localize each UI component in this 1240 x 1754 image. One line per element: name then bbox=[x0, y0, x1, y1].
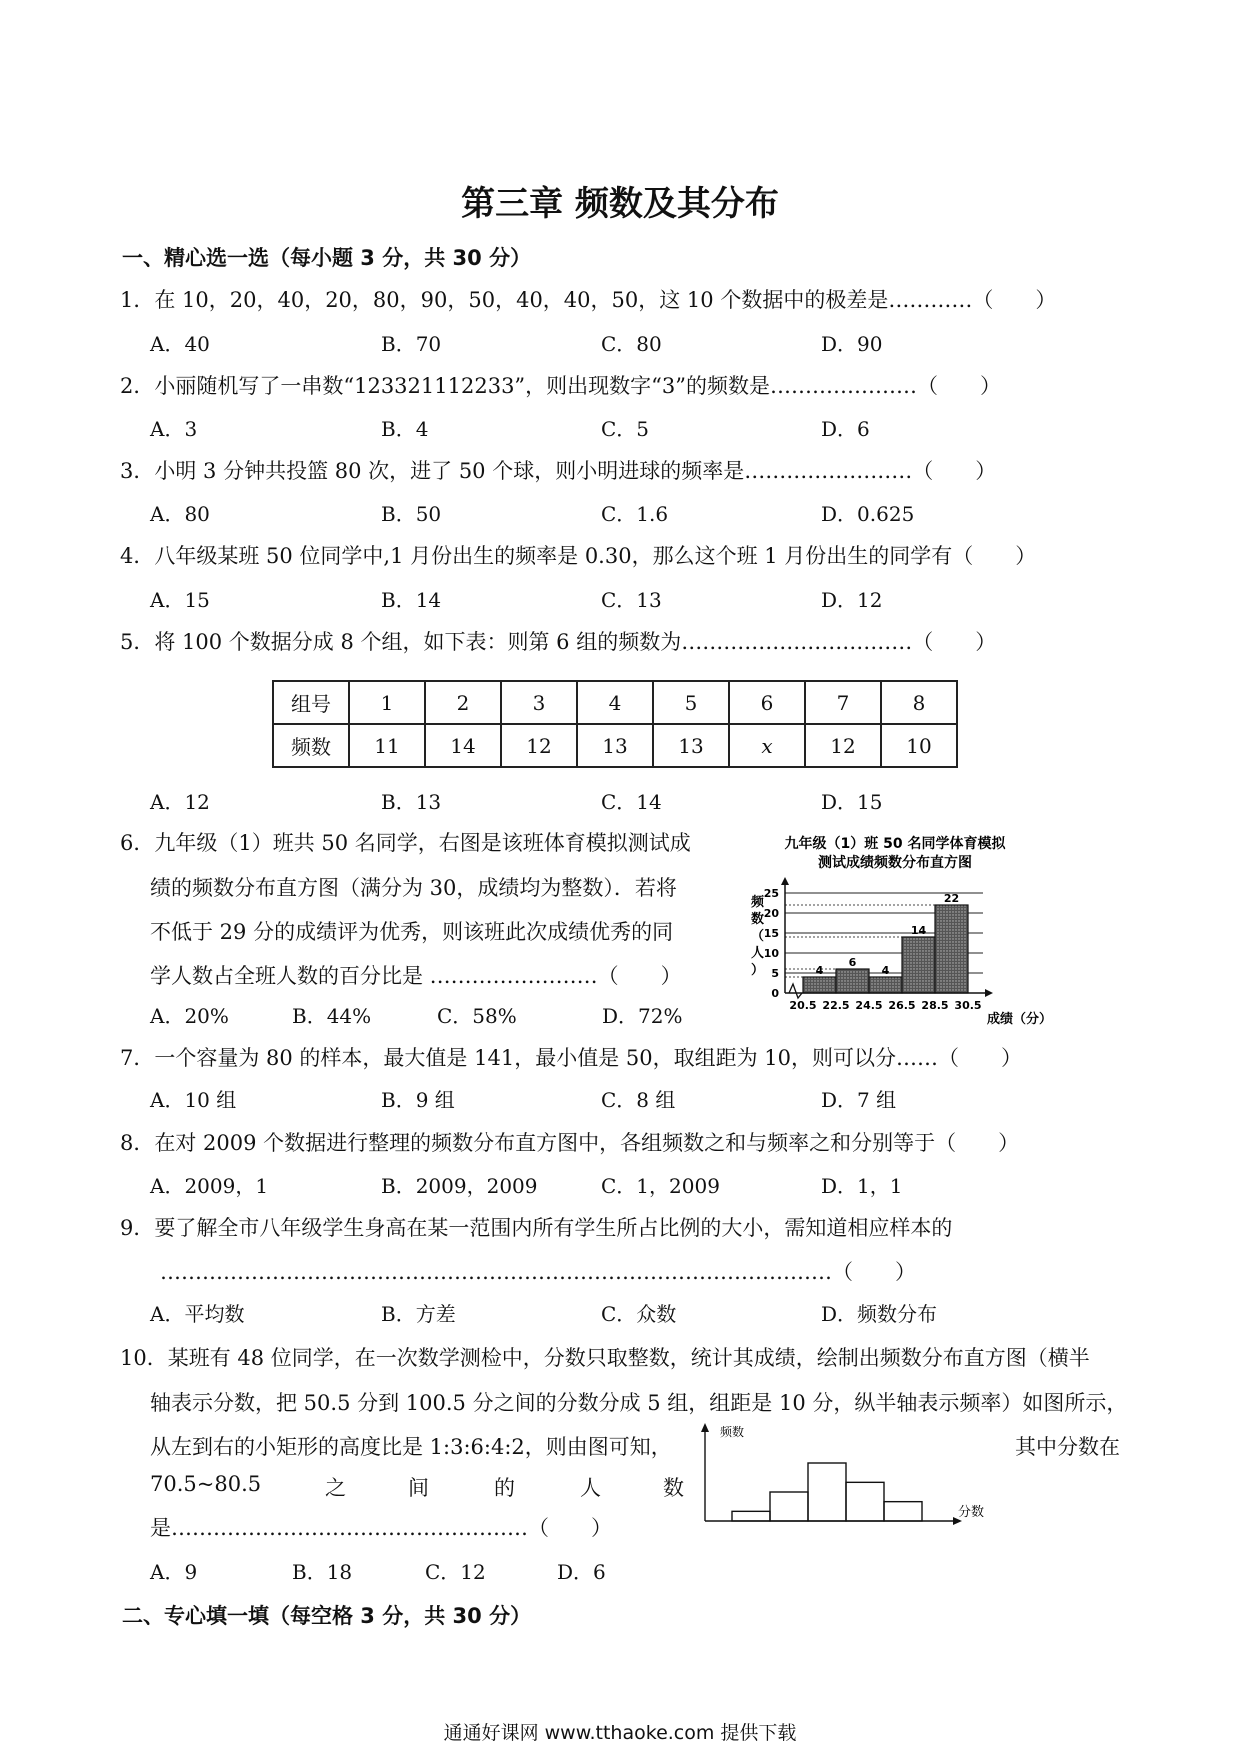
question-1: 1．在 10，20，40，20，80，90，50，40，40，50，这 10 个数据中的极差是…………（ ） bbox=[120, 288, 1057, 312]
question-2: 2．小丽随机写了一串数“123321112233”，则出现数字“3”的频数是…………………（ ） bbox=[120, 374, 1001, 398]
y-axis-arrow bbox=[781, 877, 789, 885]
chart2-xlabel: 分数 bbox=[958, 1505, 985, 1520]
q1-option-a: A．40 bbox=[150, 332, 210, 356]
q6-option-d: D．72% bbox=[602, 1004, 683, 1028]
question-4: 4．八年级某班 50 位同学中,1 月份出生的频率是 0.30，那么这个班 1 月份出生的同学有（ ） bbox=[120, 544, 1037, 568]
q2-option-c: C．5 bbox=[601, 417, 650, 441]
q7-option-b: B．9 组 bbox=[381, 1088, 455, 1112]
question-10-line-3-tail: 其中分数在 bbox=[1015, 1435, 1120, 1459]
q5-option-c: C．14 bbox=[601, 790, 662, 814]
question-10-word: 间 bbox=[408, 1476, 429, 1500]
q7-option-d: D．7 组 bbox=[821, 1088, 897, 1112]
question-9-dots: ……………………………………………………………………………………（ ） bbox=[160, 1260, 916, 1284]
q2-option-a: A．3 bbox=[150, 417, 198, 441]
y-axis-arrow bbox=[701, 1423, 709, 1432]
question-8: 8．在对 2009 个数据进行整理的频数分布直方图中，各组频数之和与频率之和分别等于（ ） bbox=[120, 1131, 1020, 1155]
q4-option-c: C．13 bbox=[601, 588, 662, 612]
x-tick-label: 28.5 bbox=[921, 999, 949, 1012]
table-cell: 8 bbox=[881, 681, 957, 724]
q5-option-b: B．13 bbox=[381, 790, 442, 814]
q3-option-c: C．1.6 bbox=[601, 502, 669, 526]
question-10-line-3: 从左到右的小矩形的高度比是 1:3:6:4:2，则由图可知， bbox=[150, 1435, 672, 1459]
table-cell: 4 bbox=[577, 681, 653, 724]
question-10-word: 的 bbox=[494, 1476, 515, 1500]
question-6-line-1: 6．九年级（1）班共 50 名同学，右图是该班体育模拟测试成 bbox=[120, 831, 691, 855]
chart1-xlabel: 成绩（分） bbox=[987, 1012, 1053, 1027]
y-tick-label: 25 bbox=[763, 887, 779, 900]
q1-option-c: C．80 bbox=[601, 332, 662, 356]
footer-credit: 通通好课网 www.tthaoke.com 提供下载 bbox=[443, 1722, 797, 1744]
histogram-bar bbox=[836, 969, 869, 993]
q3-option-d: D．0.625 bbox=[821, 502, 915, 526]
bar-data-label: 14 bbox=[910, 924, 927, 937]
question-3: 3．小明 3 分钟共投篮 80 次，进了 50 个球，则小明进球的频率是……………………（ ） bbox=[120, 459, 997, 483]
table-row-header: 频数 bbox=[273, 724, 349, 767]
q8-option-a: A．2009，1 bbox=[150, 1174, 269, 1198]
question-10-word: 数 bbox=[663, 1476, 684, 1500]
q3-option-b: B．50 bbox=[381, 502, 442, 526]
table-cell: 13 bbox=[653, 724, 729, 767]
x-tick-label: 24.5 bbox=[855, 999, 883, 1012]
q2-option-d: D．6 bbox=[821, 417, 870, 441]
table-cell: 1 bbox=[349, 681, 425, 724]
y-tick-label: 20 bbox=[763, 907, 779, 920]
table-cell: 12 bbox=[501, 724, 577, 767]
q6-option-a: A．20% bbox=[150, 1004, 229, 1028]
q9-option-a: A．平均数 bbox=[150, 1302, 245, 1326]
chart1-subtitle: 测试成绩频数分布直方图 bbox=[818, 855, 972, 871]
question-10-line-5: 是……………………………………………（ ） bbox=[150, 1516, 612, 1540]
q8-option-b: B．2009，2009 bbox=[381, 1174, 538, 1198]
axis-break bbox=[789, 984, 802, 998]
q9-option-d: D．频数分布 bbox=[821, 1302, 938, 1326]
q9-option-b: B．方差 bbox=[381, 1302, 456, 1326]
q6-option-c: C．58% bbox=[437, 1004, 517, 1028]
page-title: 第三章 频数及其分布 bbox=[461, 184, 779, 224]
x-tick-label: 20.5 bbox=[789, 999, 817, 1012]
question-10-range: 70.5~80.5 bbox=[150, 1472, 262, 1496]
chart1-title: 九年级（1）班 50 名同学体育模拟 bbox=[784, 836, 1006, 852]
q9-option-c: C．众数 bbox=[601, 1302, 677, 1326]
chart2-ylabel: 频数 bbox=[720, 1425, 745, 1439]
table-cell: 7 bbox=[805, 681, 881, 724]
table-cell: 2 bbox=[425, 681, 501, 724]
q10-option-a: A．9 bbox=[150, 1560, 198, 1584]
y-tick-label: 0 bbox=[771, 987, 779, 1000]
question-10-line-1: 10．某班有 48 位同学，在一次数学测检中，分数只取整数，统计其成绩，绘制出频数分布直方图（横半 bbox=[120, 1346, 1090, 1370]
y-tick-label: 5 bbox=[771, 967, 779, 980]
histogram-bar bbox=[902, 937, 935, 993]
x-tick-label: 26.5 bbox=[888, 999, 916, 1012]
bar-data-label: 4 bbox=[881, 964, 890, 977]
q7-option-a: A．10 组 bbox=[150, 1088, 237, 1112]
q4-option-b: B．14 bbox=[381, 588, 442, 612]
question-5: 5．将 100 个数据分成 8 个组，如下表：则第 6 组的频数为……………………………（ ） bbox=[120, 630, 997, 654]
q1-option-d: D．90 bbox=[821, 332, 883, 356]
table-cell: 3 bbox=[501, 681, 577, 724]
x-tick-label: 22.5 bbox=[822, 999, 850, 1012]
question-6-line-2: 绩的频数分布直方图（满分为 30，成绩均为整数）．若将 bbox=[150, 876, 677, 900]
q6-option-b: B．44% bbox=[292, 1004, 372, 1028]
section-heading-2: 二、专心填一填（每空格 3 分，共 30 分） bbox=[122, 1604, 532, 1628]
histogram-bar bbox=[808, 1463, 846, 1521]
histogram-chart-2 bbox=[700, 1420, 1000, 1530]
y-tick-label: 10 bbox=[763, 947, 779, 960]
q4-option-a: A．15 bbox=[150, 588, 210, 612]
question-6-line-4: 学人数占全班人数的百分比是 ……………………（ ） bbox=[150, 964, 682, 988]
y-tick-label: 15 bbox=[763, 927, 779, 940]
histogram-bar bbox=[846, 1482, 884, 1521]
x-tick-label: 30.5 bbox=[954, 999, 982, 1012]
bar-data-label: 6 bbox=[848, 956, 857, 969]
q10-option-c: C．12 bbox=[425, 1560, 486, 1584]
bar-data-label: 22 bbox=[943, 892, 960, 905]
question-10-word: 人 bbox=[580, 1476, 601, 1500]
frequency-table bbox=[272, 680, 958, 768]
question-10-line-2: 轴表示分数，把 50.5 分到 100.5 分之间的分数分成 5 组，组距是 10 分，纵半轴表示频率）如图所示， bbox=[150, 1391, 1128, 1415]
q3-option-a: A．80 bbox=[150, 502, 210, 526]
histogram-bar bbox=[803, 977, 836, 993]
table-cell: 6 bbox=[729, 681, 805, 724]
q4-option-d: D．12 bbox=[821, 588, 883, 612]
q7-option-c: C．8 组 bbox=[601, 1088, 676, 1112]
histogram-chart-1 bbox=[745, 833, 1065, 1033]
table-row-header: 组号 bbox=[273, 681, 349, 724]
q8-option-d: D．1，1 bbox=[821, 1174, 903, 1198]
x-axis-arrow bbox=[985, 989, 993, 997]
question-7: 7．一个容量为 80 的样本，最大值是 141，最小值是 50，取组距为 10，则可以分……（ ） bbox=[120, 1046, 1022, 1070]
histogram-bar bbox=[770, 1492, 808, 1521]
histogram-bar bbox=[732, 1511, 770, 1521]
q5-option-a: A．12 bbox=[150, 790, 210, 814]
q10-option-d: D．6 bbox=[557, 1560, 606, 1584]
table-cell: x bbox=[729, 724, 805, 767]
table-cell: 14 bbox=[425, 724, 501, 767]
question-10-word: 之 bbox=[325, 1476, 346, 1500]
q10-option-b: B．18 bbox=[292, 1560, 353, 1584]
table-cell: 11 bbox=[349, 724, 425, 767]
q5-option-d: D．15 bbox=[821, 790, 883, 814]
bar-data-label: 4 bbox=[815, 964, 824, 977]
table-cell: 13 bbox=[577, 724, 653, 767]
question-6-line-3: 不低于 29 分的成绩评为优秀，则该班此次成绩优秀的同 bbox=[150, 920, 674, 944]
question-9: 9．要了解全市八年级学生身高在某一范围内所有学生所占比例的大小，需知道相应样本的 bbox=[120, 1216, 953, 1240]
q8-option-c: C．1，2009 bbox=[601, 1174, 720, 1198]
histogram-bar bbox=[869, 977, 902, 993]
chart1-ylabel: 频数（人） bbox=[751, 895, 765, 978]
table-row bbox=[273, 724, 957, 767]
section-heading-1: 一、精心选一选（每小题 3 分，共 30 分） bbox=[122, 246, 532, 270]
q1-option-b: B．70 bbox=[381, 332, 442, 356]
table-row bbox=[273, 681, 957, 724]
histogram-bar bbox=[884, 1502, 922, 1521]
histogram-bar bbox=[935, 905, 968, 993]
q2-option-b: B．4 bbox=[381, 417, 429, 441]
table-cell: 5 bbox=[653, 681, 729, 724]
table-cell: 10 bbox=[881, 724, 957, 767]
table-cell: 12 bbox=[805, 724, 881, 767]
